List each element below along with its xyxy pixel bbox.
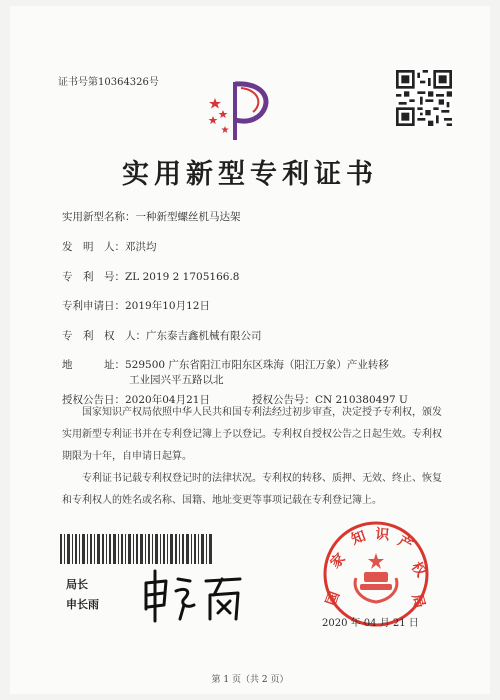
svg-text:知: 知: [349, 528, 368, 549]
official-seal: [322, 520, 430, 628]
svg-text:识: 识: [374, 526, 391, 544]
field-value: ZL 2019 2 1705166.8: [125, 271, 240, 283]
field-value: 2019年10月12日: [125, 300, 210, 312]
director-name: 申长雨: [66, 598, 99, 611]
field-value: 529500 广东省阳江市阳东区珠海（阳江万象）产业转移: [125, 359, 389, 371]
page-number: 第 1 页（共 2 页）: [211, 675, 289, 685]
field-patent-number: [62, 269, 239, 284]
director-signature: [140, 565, 250, 625]
field-label: 授权公告日：: [62, 394, 125, 406]
statement-paragraph-1: 国家知识产权局依照中华人民共和国专利法经过初步审查，决定授予专利权，颁发实用新型专利证书并在专利登记簿上予以登记。专利权自授权公告之日起生效。专利权期限为十年，自申请日起算。: [62, 407, 442, 462]
svg-text:国: 国: [323, 589, 344, 608]
svg-text:家: 家: [327, 550, 349, 572]
field-value: 邓洪均: [125, 241, 157, 253]
field-address-line2: 工业园兴平五路以北: [129, 374, 224, 386]
svg-text:权: 权: [407, 559, 429, 581]
patent-office-logo: [205, 70, 277, 142]
qr-code: [396, 70, 452, 126]
field-label: 专 利 权 人：: [62, 330, 146, 342]
field-patentee: [62, 328, 262, 343]
field-value: 2020年04月21日: [125, 394, 210, 406]
certificate-number: 证书号第10364326号: [58, 77, 159, 88]
statement-paragraph-2: 专利证书记载专利权登记时的法律状况。专利权的转移、质押、无效、终止、恢复和专利权人的姓名或名称、国籍、地址变更等事项记载在专利登记簿上。: [62, 473, 442, 506]
seal-date: 2020 年 04 月 21 日: [322, 618, 419, 629]
field-label: 地 址：: [62, 359, 125, 371]
field-utility-model-name: [62, 209, 241, 224]
field-inventor: [62, 239, 157, 254]
field-label: 授权公告号：: [252, 394, 315, 406]
field-value: 一种新型螺丝机马达架: [135, 211, 241, 223]
field-address: [62, 357, 389, 372]
field-value: CN 210380497 U: [315, 394, 408, 406]
field-label: 实用新型名称：: [62, 211, 136, 223]
director-title: 局长: [66, 578, 88, 591]
field-label: 发 明 人：: [62, 241, 125, 253]
svg-text:产: 产: [394, 533, 416, 554]
certificate-title: 实用新型专利证书: [122, 159, 378, 190]
field-label: 专 利 号：: [62, 271, 125, 283]
field-label: 专利申请日：: [62, 300, 125, 312]
field-application-date: [62, 298, 210, 313]
svg-text:局: 局: [408, 592, 428, 610]
field-value: 广东泰吉鑫机械有限公司: [146, 330, 262, 342]
barcode: [60, 534, 212, 564]
